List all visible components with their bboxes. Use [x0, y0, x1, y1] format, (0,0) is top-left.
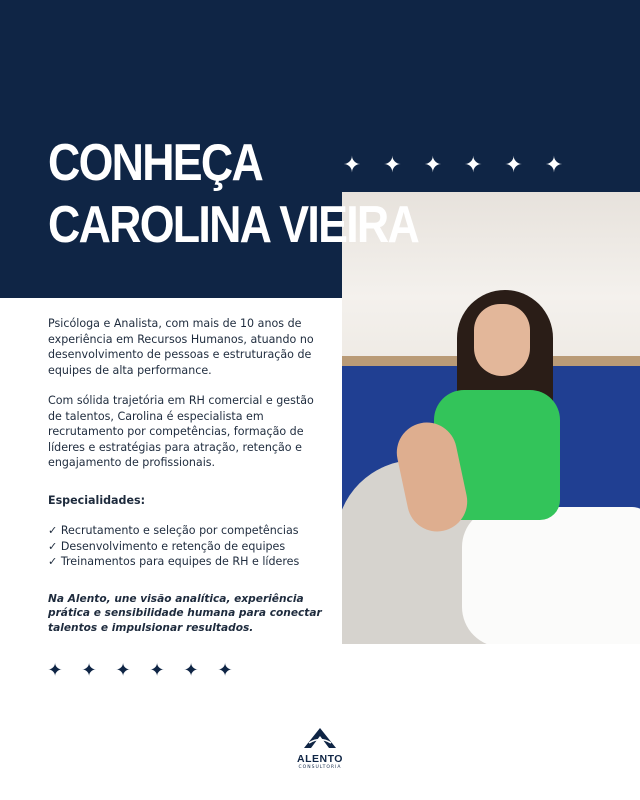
specialty-item: ✓ Recrutamento e seleção por competências [48, 524, 299, 537]
star-icon: ✦ [544, 153, 564, 178]
star-icon: ✦ [463, 153, 483, 178]
star-icon: ✦ [115, 660, 131, 681]
alento-logo [292, 727, 348, 773]
bottom-star-row [42, 657, 238, 683]
page-title [48, 132, 418, 256]
closing-statement: Na Alento, une visão analítica, experiência prática e sensibilidade humana para conectar talentos e impulsionar resultados. [48, 592, 322, 634]
logo-subtitle: CONSULTORIA [298, 765, 342, 770]
photo-face [474, 304, 530, 376]
bio-content [48, 316, 324, 635]
title-line-2: CAROLINA VIEIRA [48, 196, 419, 254]
star-icon: ✦ [149, 660, 165, 681]
star-icon: ✦ [342, 153, 362, 178]
specialty-item: ✓ Treinamentos para equipes de RH e líderes [48, 555, 300, 568]
specialties-heading: Especialidades: [48, 493, 146, 507]
star-icon: ✦ [383, 153, 402, 178]
logo-name: ALENTO [297, 753, 343, 765]
title-line-1: CONHEÇA [48, 134, 263, 192]
star-icon: ✦ [504, 153, 523, 178]
photo-legs [462, 507, 640, 644]
portrait-photo [342, 192, 640, 644]
star-icon: ✦ [217, 660, 233, 681]
bio-paragraph-1: Psicóloga e Analista, com mais de 10 anos de experiência em Recursos Humanos, atuando no desenvolvimento de pessoas e estruturação de equipes de alta performance. [48, 317, 314, 377]
bio-paragraph-2: Com sólida trajetória em RH comercial e gestão de talentos, Carolina é especialista em recrutamento por competências, formação de líderes e estratégias para atração, retenção e engajamento de profissionais. [48, 394, 314, 469]
star-icon: ✦ [183, 660, 199, 681]
specialty-item: ✓ Desenvolvimento e retenção de equipes [48, 539, 286, 553]
alento-mountain-icon [300, 727, 340, 749]
specialties-list [48, 523, 324, 570]
star-icon: ✦ [81, 660, 97, 681]
star-icon: ✦ [47, 660, 63, 681]
star-icon: ✦ [423, 153, 442, 178]
